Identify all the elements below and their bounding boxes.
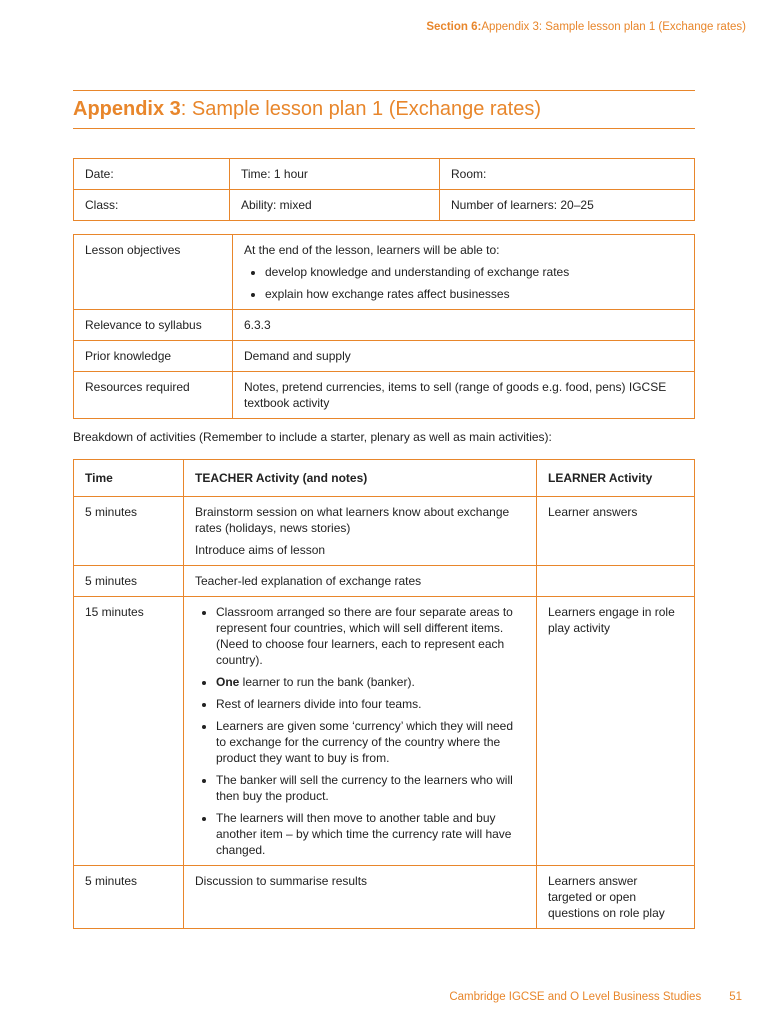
teacher-note: Brainstorm session on what learners know about exchange rates (holidays, news stories) — [195, 505, 510, 535]
teacher-cell — [184, 597, 537, 866]
list-item: • The learners will then move to another table and buy another item – by which time the currency rate will have changed. — [216, 810, 525, 858]
time-cell: 5 minutes — [74, 866, 184, 929]
objectives-cell — [233, 235, 695, 310]
time-header: Time — [74, 460, 184, 497]
relevance-label: Relevance to syllabus — [74, 310, 233, 341]
list-item: • Classroom arranged so there are four separate areas to represent four countries, which will sell different items. (Need to choose four learners, each to represent each country). — [216, 604, 525, 668]
activities-header-row — [74, 460, 695, 497]
teacher-cell: Discussion to summarise results — [184, 866, 537, 929]
objectives-row — [74, 235, 695, 310]
list-item — [216, 674, 525, 690]
list-item: • The banker will sell the currency to the learners who will then buy the product. — [216, 772, 525, 804]
title-rest: : Sample lesson plan 1 (Exchange rates) — [180, 98, 541, 120]
teacher-header: TEACHER Activity (and notes) — [184, 460, 537, 497]
date-cell: Date: — [74, 159, 230, 190]
time-cell: 5 minutes — [74, 497, 184, 566]
breakdown-intro: Breakdown of activities (Remember to include a starter, plenary as well as main activities): — [73, 430, 552, 444]
prior-knowledge-row — [74, 341, 695, 372]
info-row — [74, 190, 695, 221]
table-row — [74, 566, 695, 597]
table-row — [74, 866, 695, 929]
activities-table — [73, 459, 695, 929]
page-number: 51 — [729, 991, 742, 1003]
relevance-value: 6.3.3 — [233, 310, 695, 341]
resources-value: Notes, pretend currencies, items to sell (range of goods e.g. food, pens) IGCSE textbook activity — [233, 372, 695, 419]
page-title — [73, 98, 541, 121]
emphasis-text: One — [216, 675, 240, 689]
learner-header: LEARNER Activity — [537, 460, 695, 497]
learners-count-cell: Number of learners: 20–25 — [440, 190, 695, 221]
teacher-steps-list — [195, 604, 525, 858]
time-cell: 5 minutes — [74, 566, 184, 597]
relevance-row — [74, 310, 695, 341]
page-footer — [449, 991, 742, 1003]
info-row — [74, 159, 695, 190]
list-item: • Rest of learners divide into four teams. — [216, 696, 525, 712]
resources-row — [74, 372, 695, 419]
class-cell: Class: — [74, 190, 230, 221]
section-label: Section 6: — [426, 21, 482, 33]
info-table — [73, 158, 695, 221]
prior-label: Prior knowledge — [74, 341, 233, 372]
prior-value: Demand and supply — [233, 341, 695, 372]
running-header — [426, 21, 746, 33]
footer-book-title: Cambridge IGCSE and O Level Business Studies — [449, 991, 702, 1003]
table-row — [74, 497, 695, 566]
objectives-list — [244, 264, 683, 302]
table-row — [74, 597, 695, 866]
objective-item: • develop knowledge and understanding of exchange rates — [265, 264, 683, 280]
objectives-label: Lesson objectives — [74, 235, 233, 310]
title-prefix: Appendix 3 — [73, 98, 181, 120]
learner-cell — [537, 566, 695, 597]
lesson-plan-table — [73, 234, 695, 419]
ability-cell: Ability: mixed — [230, 190, 440, 221]
list-item-text: learner to run the bank (banker). — [239, 675, 415, 689]
room-cell: Room: — [440, 159, 695, 190]
teacher-cell: Teacher-led explanation of exchange rates — [184, 566, 537, 597]
objectives-intro: At the end of the lesson, learners will be able to: — [244, 243, 500, 257]
resources-label: Resources required — [74, 372, 233, 419]
learner-cell: Learner answers — [537, 497, 695, 566]
learner-cell: Learners answer targeted or open questions on role play — [537, 866, 695, 929]
objective-item: • explain how exchange rates affect businesses — [265, 286, 683, 302]
time-cell: 15 minutes — [74, 597, 184, 866]
list-item: • Learners are given some ‘currency’ which they will need to exchange for the currency of the country where the product they want to buy is from. — [216, 718, 525, 766]
top-rule — [73, 90, 695, 91]
learner-cell: Learners engage in role play activity — [537, 597, 695, 866]
teacher-note: Introduce aims of lesson — [195, 543, 326, 557]
teacher-cell — [184, 497, 537, 566]
section-title: Appendix 3: Sample lesson plan 1 (Exchange rates) — [481, 21, 746, 33]
time-cell: Time: 1 hour — [230, 159, 440, 190]
title-rule — [73, 128, 695, 129]
